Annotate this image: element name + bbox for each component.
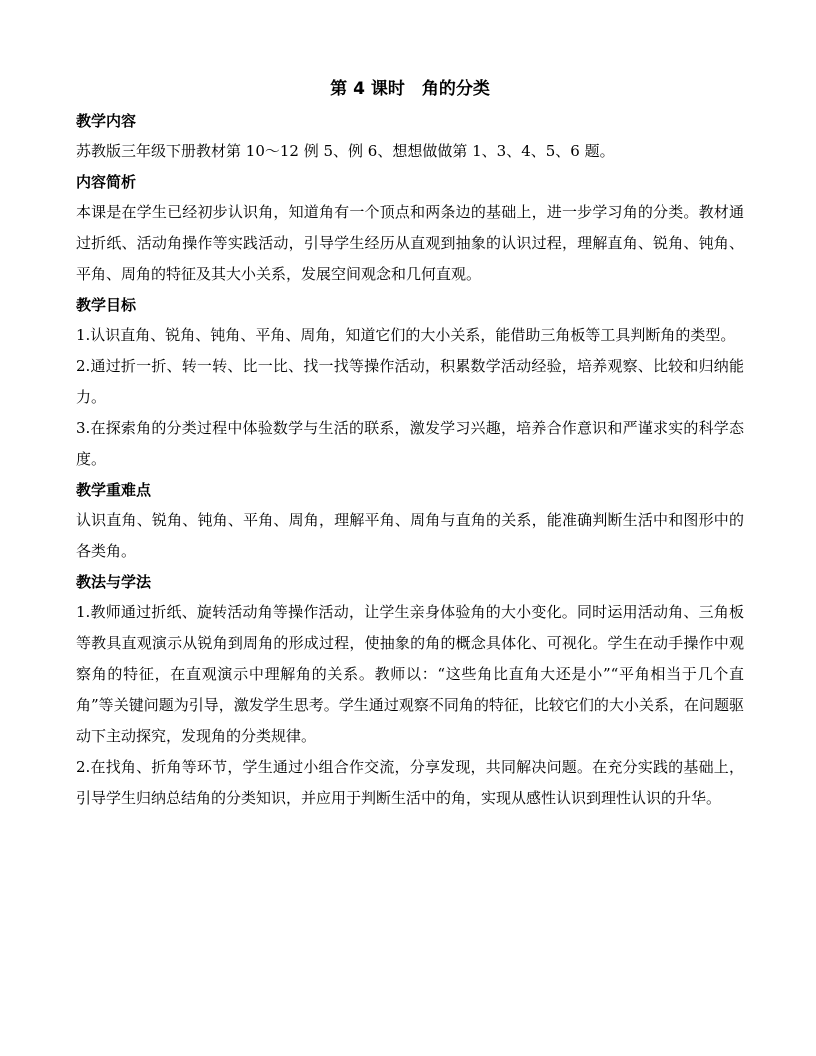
- section-heading: 内容简析: [76, 173, 137, 191]
- section-paragraph: 本课是在学生已经初步认识角，知道角有一个顶点和两条边的基础上，进一步学习角的分类。教材通过折纸、活动角操作等实践活动，引导学生经历从直观到抽象的认识过程，理解直角、锐角、钝角、平角、周角的特征及其大小关系，发展空间观念和几何直观。: [76, 203, 744, 283]
- section-teaching-goals: [76, 290, 744, 475]
- method-item: 1.教师通过折纸、旋转活动角等操作活动，让学生亲身体验角的大小变化。同时运用活动角、三角板等教具直观演示从锐角到周角的形成过程，使抽象的角的概念具体化、可视化。学生在动手操作中观察角的特征，在直观演示中理解角的关系。教师以：“这些角比直角大还是小”“平角相当于几个直角”等关键问题为引导，激发学生思考。学生通过观察不同角的特征，比较它们的大小关系，在问题驱动下主动探究，发现角的分类规律。: [76, 603, 744, 745]
- section-content-analysis: [76, 167, 744, 290]
- goal-item: 3.在探索角的分类过程中体验数学与生活的联系，激发学习兴趣，培养合作意识和严谨求实的科学态度。: [76, 419, 744, 468]
- section-heading: 教学目标: [76, 296, 137, 314]
- section-heading: 教法与学法: [76, 573, 152, 591]
- document-title: 第 4 课时 角的分类: [330, 79, 490, 99]
- method-item: 2.在找角、折角等环节，学生通过小组合作交流，分享发现，共同解决问题。在充分实践的基础上，引导学生归纳总结角的分类知识，并应用于判断生活中的角，实现从感性认识到理性认识的升华。: [76, 758, 744, 807]
- section-heading: 教学重难点: [76, 481, 152, 499]
- section-paragraph: 认识直角、锐角、钝角、平角、周角，理解平角、周角与直角的关系，能准确判断生活中和图形中的各类角。: [76, 511, 744, 560]
- section-paragraph: 苏教版三年级下册教材第 10～12 例 5、例 6、想想做做第 1、3、4、5、6 题。: [76, 142, 615, 160]
- section-teaching-content: [76, 106, 744, 167]
- goal-item: 1.认识直角、锐角、钝角、平角、周角，知道它们的大小关系，能借助三角板等工具判断角的类型。: [76, 326, 736, 344]
- document-page: [76, 74, 744, 814]
- section-methods: [76, 567, 744, 814]
- section-key-difficulties: [76, 475, 744, 567]
- goal-item: 2.通过折一折、转一转、比一比、找一找等操作活动，积累数学活动经验，培养观察、比较和归纳能力。: [76, 357, 744, 406]
- section-heading: 教学内容: [76, 112, 137, 130]
